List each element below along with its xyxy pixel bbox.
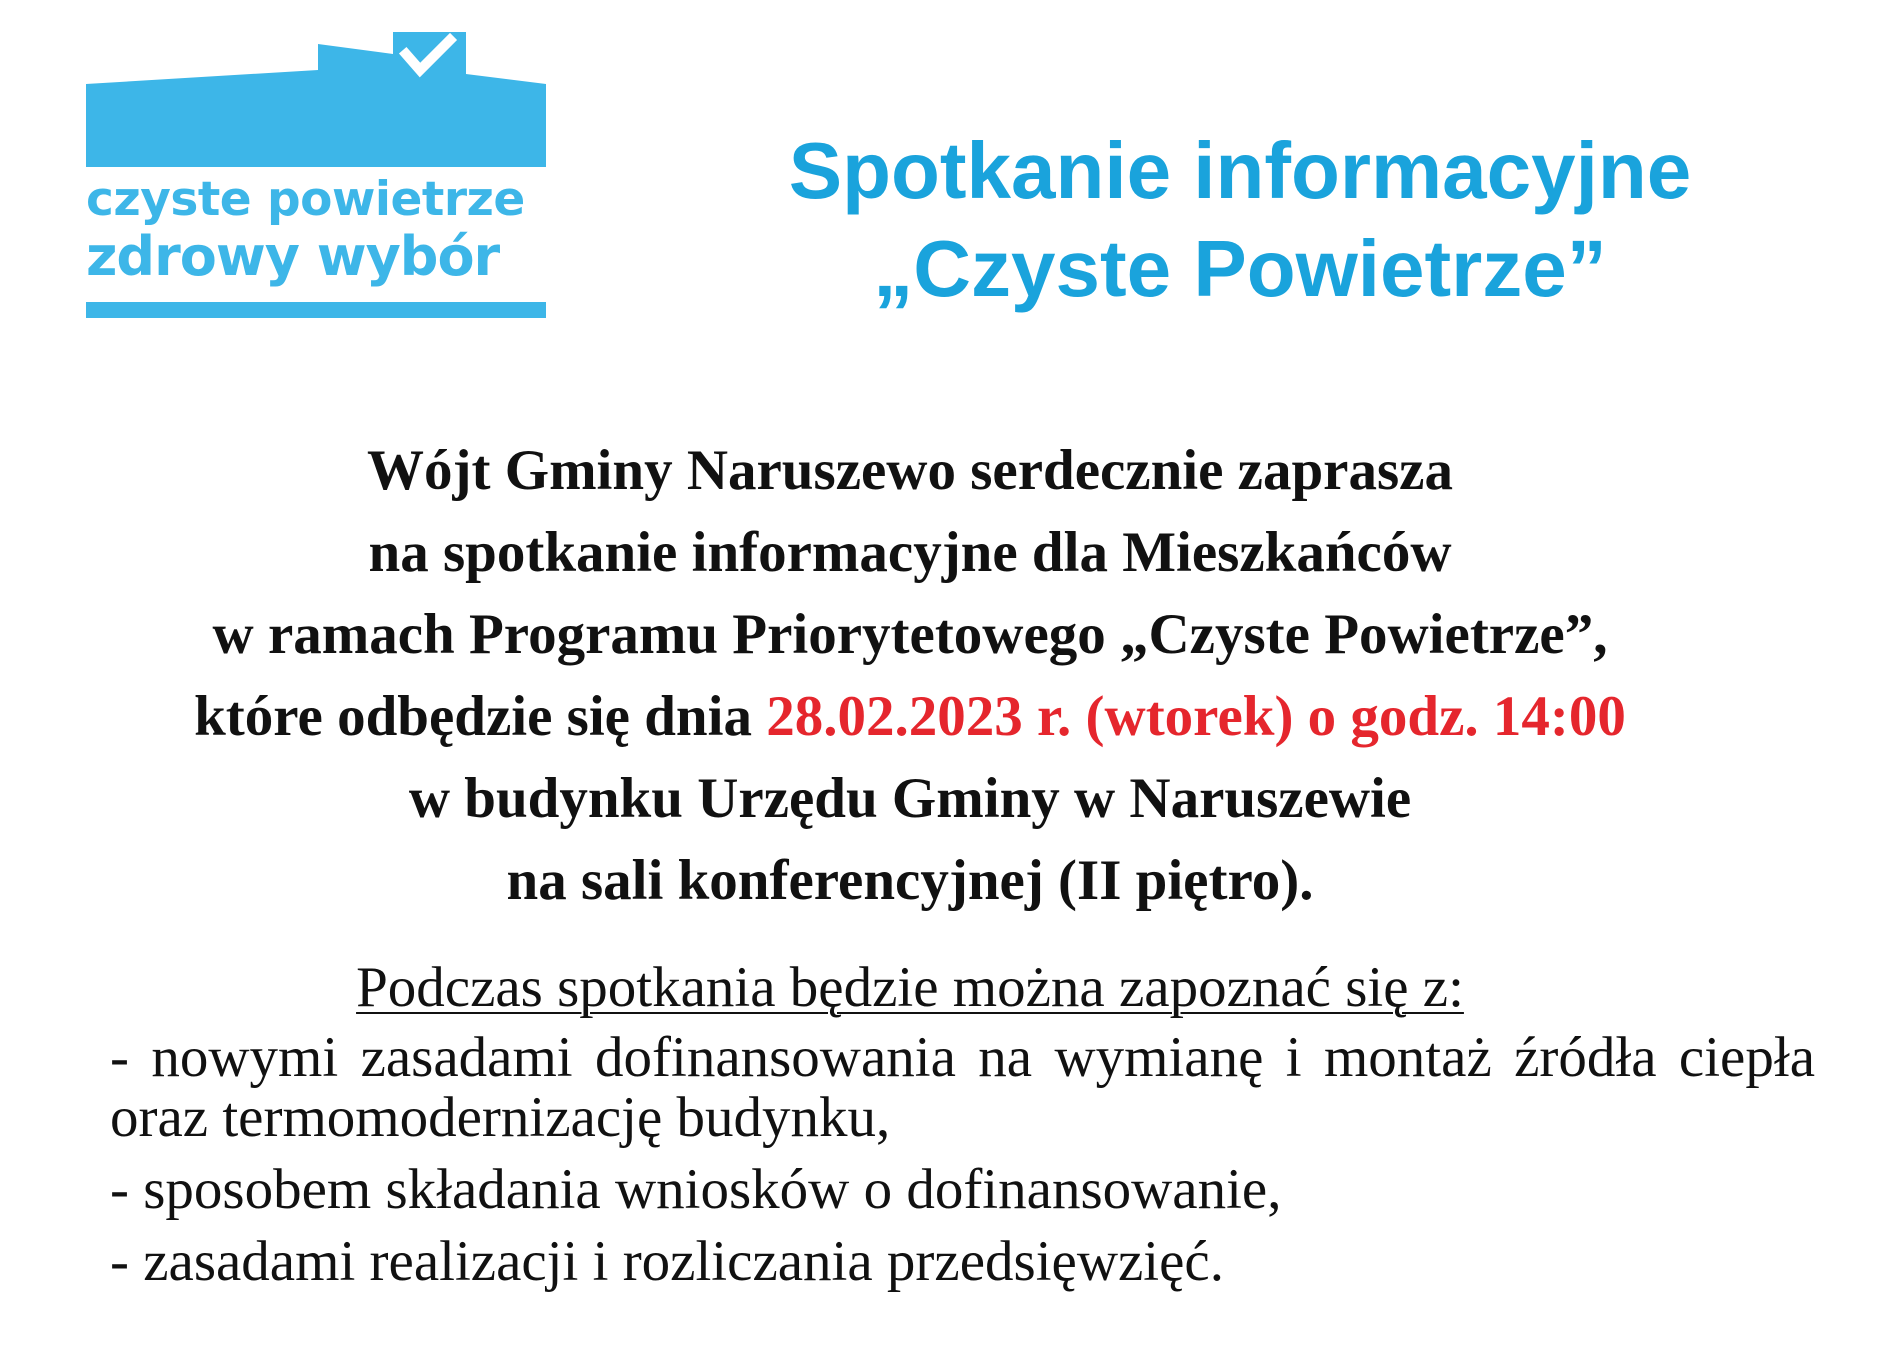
czyste-powietrze-logo (86, 32, 546, 322)
agenda-item: - zasadami realizacji i rozliczania przedsięwzięć. (110, 1230, 1224, 1293)
logo-text-line2: zdrowy wybór (86, 225, 500, 288)
invitation-line1: Wójt Gminy Naruszewo serdecznie zaprasza (367, 439, 1453, 502)
invitation-line2: na spotkanie informacyjne dla Mieszkańców (368, 521, 1452, 584)
logo-text-line1: czyste powietrze (86, 172, 525, 227)
agenda-intro: Podczas spotkania będzie można zapoznać się z: (356, 956, 1464, 1019)
invitation-block (60, 430, 1760, 922)
agenda-item: - nowymi zasadami dofinansowania na wymianę i montaż źródła ciepła oraz termomodernizację budynku, (110, 1026, 1815, 1149)
invitation-line5: w budynku Urzędu Gminy w Naruszewie (408, 767, 1412, 830)
title-line1: Spotkanie informacyjne (788, 126, 1692, 215)
invitation-date-prefix: które odbędzie się dnia (194, 685, 767, 748)
agenda-item: - sposobem składania wniosków o dofinansowanie, (110, 1158, 1282, 1221)
invitation-line6: na sali konferencyjnej (II piętro). (506, 849, 1314, 912)
house-roof-icon (86, 32, 546, 172)
logo-underline-bar (86, 302, 546, 318)
title-line2: „Czyste Powietrze” (873, 224, 1607, 313)
event-date-time: 28.02.2023 r. (wtorek) o godz. 14:00 (766, 685, 1626, 748)
invitation-line4 (60, 676, 1760, 758)
agenda-list (110, 1028, 1815, 1304)
page-title (640, 122, 1840, 318)
invitation-line3: w ramach Programu Priorytetowego „Czyste Powietrze”, (212, 603, 1608, 666)
